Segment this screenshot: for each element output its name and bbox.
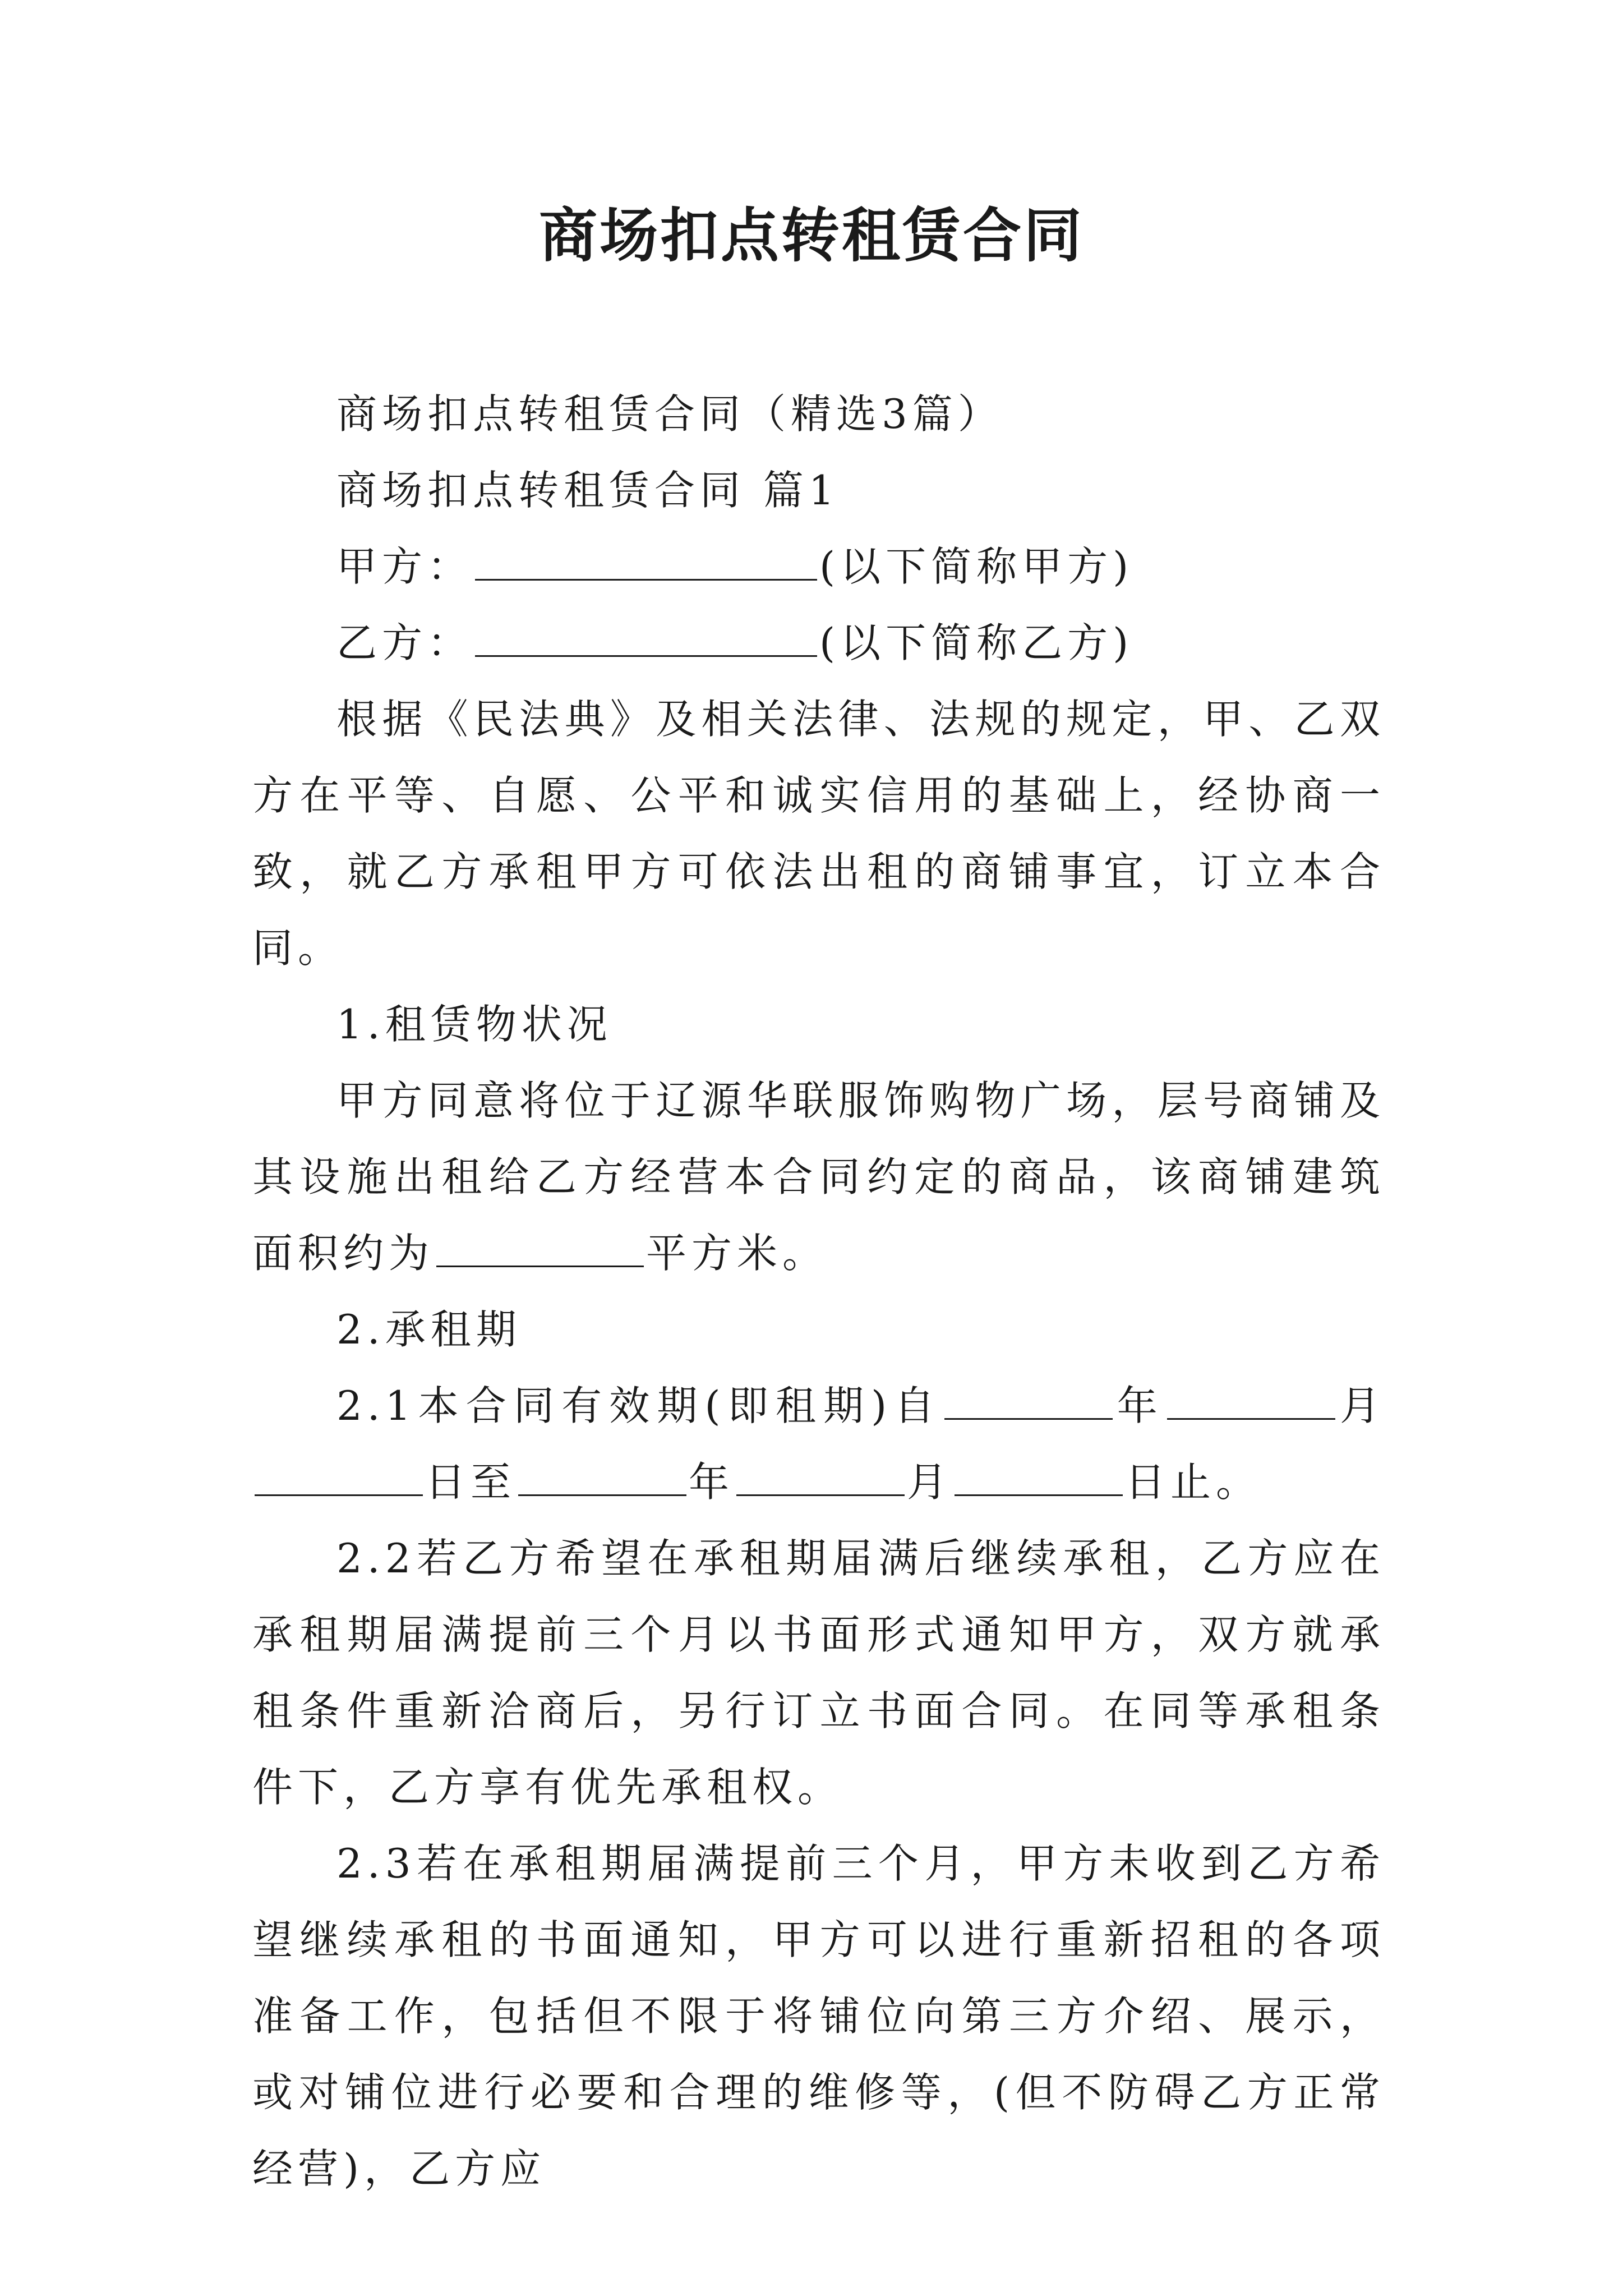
- clause-2-heading: 2.承租期: [336, 1306, 522, 1353]
- intro-paragraph: 根据《民法典》及相关法律、法规的规定，甲、乙双方在平等、自愿、公平和诚实信用的基础上，经协商一致，就乙方承租甲方可依法出租的商铺事宜，订立本合同。: [252, 696, 1385, 972]
- clause-2-2-paragraph: 2.2若乙方希望在承租期届满后继续承租，乙方应在承租期届满提前三个月以书面形式通知甲方，双方就承租条件重新洽商后，另行订立书面合同。在同等承租条件下，乙方享有优先承租权。: [252, 1535, 1385, 1811]
- clause-1-heading: 1.租赁物状况: [336, 1001, 612, 1048]
- clause-2-1-paragraph: [252, 1368, 1385, 1520]
- clause-2-1-prefix: 2.1本合同有效期(即租期)自: [336, 1382, 942, 1429]
- start-day-label: 日至: [425, 1458, 517, 1506]
- clause-1-text-end: 平方米。: [646, 1230, 828, 1277]
- party-a-suffix: (以下简称甲方): [819, 543, 1134, 590]
- party-b-line: [252, 605, 1385, 681]
- end-day-label: 日止。: [1125, 1458, 1262, 1506]
- clause-2-3-paragraph: 2.3若在承租期届满提前三个月，甲方未收到乙方希望继续承租的书面通知，甲方可以进行重新招租的各项准备工作，包括但不限于将铺位向第三方介绍、展示，或对铺位进行必要和合理的维修等，(但不防碍乙方正常经营)，乙方应: [252, 1840, 1385, 2192]
- end-day-blank: [955, 1455, 1123, 1496]
- start-year-blank: [944, 1379, 1113, 1420]
- section-heading: 商场扣点转租赁合同 篇1: [336, 467, 840, 514]
- clause-1-text: 甲方同意将位于辽源华联服饰购物广场，层号商铺及其设施出租给乙方经营本合同约定的商品，该商铺建筑面积约为: [252, 1077, 1385, 1277]
- start-month-label: 月: [1337, 1382, 1385, 1429]
- party-a-label: 甲方：: [336, 543, 473, 590]
- party-a-blank: [475, 540, 817, 581]
- document-body: [252, 376, 1385, 2207]
- party-a-line: [252, 528, 1385, 605]
- end-month-blank: [736, 1455, 905, 1496]
- end-year-blank: [518, 1455, 686, 1496]
- document-subtitle: 商场扣点转租赁合同（精选3篇）: [336, 390, 1003, 438]
- clause-1-paragraph: [252, 1062, 1385, 1291]
- document-title: 商场扣点转租赁合同: [538, 201, 1084, 270]
- start-year-label: 年: [1114, 1382, 1165, 1429]
- start-month-blank: [1167, 1379, 1335, 1420]
- party-b-suffix: (以下简称乙方): [819, 619, 1134, 666]
- start-day-blank: [255, 1455, 423, 1496]
- end-month-label: 月: [907, 1458, 953, 1506]
- party-b-blank: [475, 616, 817, 657]
- area-blank: [436, 1226, 644, 1267]
- end-year-label: 年: [689, 1458, 735, 1506]
- party-b-label: 乙方：: [336, 619, 473, 666]
